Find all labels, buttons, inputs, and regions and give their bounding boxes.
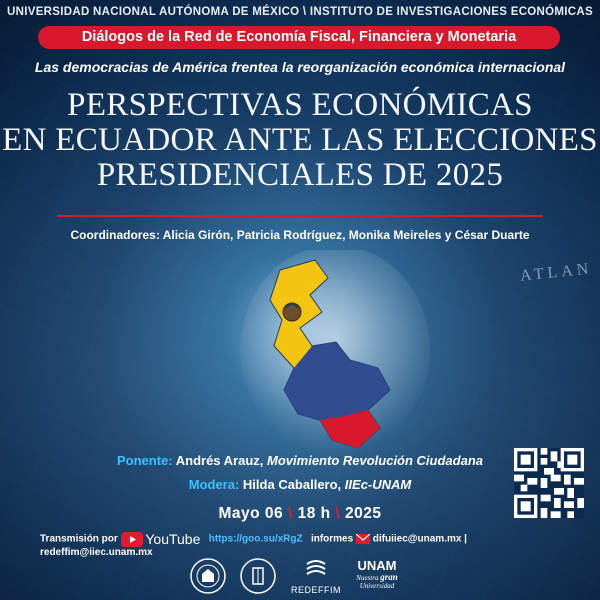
info-label: informes [310, 533, 354, 545]
unam-seal-logo [190, 558, 226, 594]
redeffim-symbol-icon [304, 558, 328, 580]
broadcast-label: Transmisión por [40, 533, 118, 545]
youtube-icon[interactable] [121, 532, 143, 547]
unam-tagline-2: gran [380, 572, 398, 582]
logos-row [0, 558, 600, 598]
date-separator-1: \ [287, 505, 293, 522]
moderator-line [0, 477, 600, 492]
event-date [0, 505, 600, 523]
stream-link[interactable]: https://goo.su/xRgZ [208, 533, 303, 545]
coordinators-line: Coordinadores: Alicia Girón, Patricia Rodríguez, Monika Meireles y César Duarte [70, 228, 530, 242]
ecuador-flag-map-illustration [240, 250, 430, 460]
speaker-line [0, 453, 600, 468]
event-title [0, 88, 600, 193]
unam-tagline-1: Nuestra [356, 574, 379, 582]
title-line-1: PERSPECTIVAS ECONÓMICAS [67, 87, 533, 123]
title-line-2: EN ECUADOR ANTE LAS ELECCIONES [2, 122, 598, 158]
speaker-affiliation: Movimiento Revolución Ciudadana [267, 453, 483, 468]
title-line-3: PRESIDENCIALES DE 2025 [96, 157, 504, 193]
unam-tagline-3: Universidad [359, 582, 395, 590]
date-year: 2025 [345, 505, 382, 522]
youtube-wordmark[interactable]: YouTube [145, 531, 201, 547]
date-time: 18 h [297, 505, 331, 522]
moderator-name: Hilda Caballero, [242, 477, 342, 492]
redeffim-wordmark: REDEFFIM [291, 585, 341, 595]
envelope-icon [356, 534, 370, 544]
qr-code-icon[interactable] [514, 448, 584, 518]
unam-tagline [352, 573, 402, 590]
unam-wordmark-logo [352, 558, 402, 590]
speaker-label: Ponente: [116, 453, 173, 468]
broadcast-info-row [40, 531, 580, 558]
moderator-affiliation: IIEc-UNAM [344, 477, 412, 492]
series-banner: Diálogos de la Red de Economía Fiscal, Financiera y Monetaria [38, 26, 560, 49]
event-subtitle: Las democracias de América frentea la reorganización económica internacional [34, 59, 566, 75]
date-separator-2: \ [335, 505, 341, 522]
iiec-seal-logo [240, 558, 276, 594]
unam-wordmark: UNAM [357, 558, 397, 573]
contact-emails[interactable]: difuiiec@unam.mx | redeffim@iiec.unam.mx [40, 533, 467, 558]
redeffim-logo [286, 558, 346, 595]
speaker-name: Andrés Arauz, [175, 453, 264, 468]
title-divider [57, 215, 543, 217]
map-ocean-label: ATLAN [519, 260, 594, 285]
date-day: Mayo 06 [218, 505, 284, 522]
moderator-label: Modera: [188, 477, 240, 492]
institution-header: UNIVERSIDAD NACIONAL AUTÓNOMA DE MÉXICO \ INSTITUTO DE INVESTIGACIONES ECONÓMICAS [7, 6, 593, 18]
